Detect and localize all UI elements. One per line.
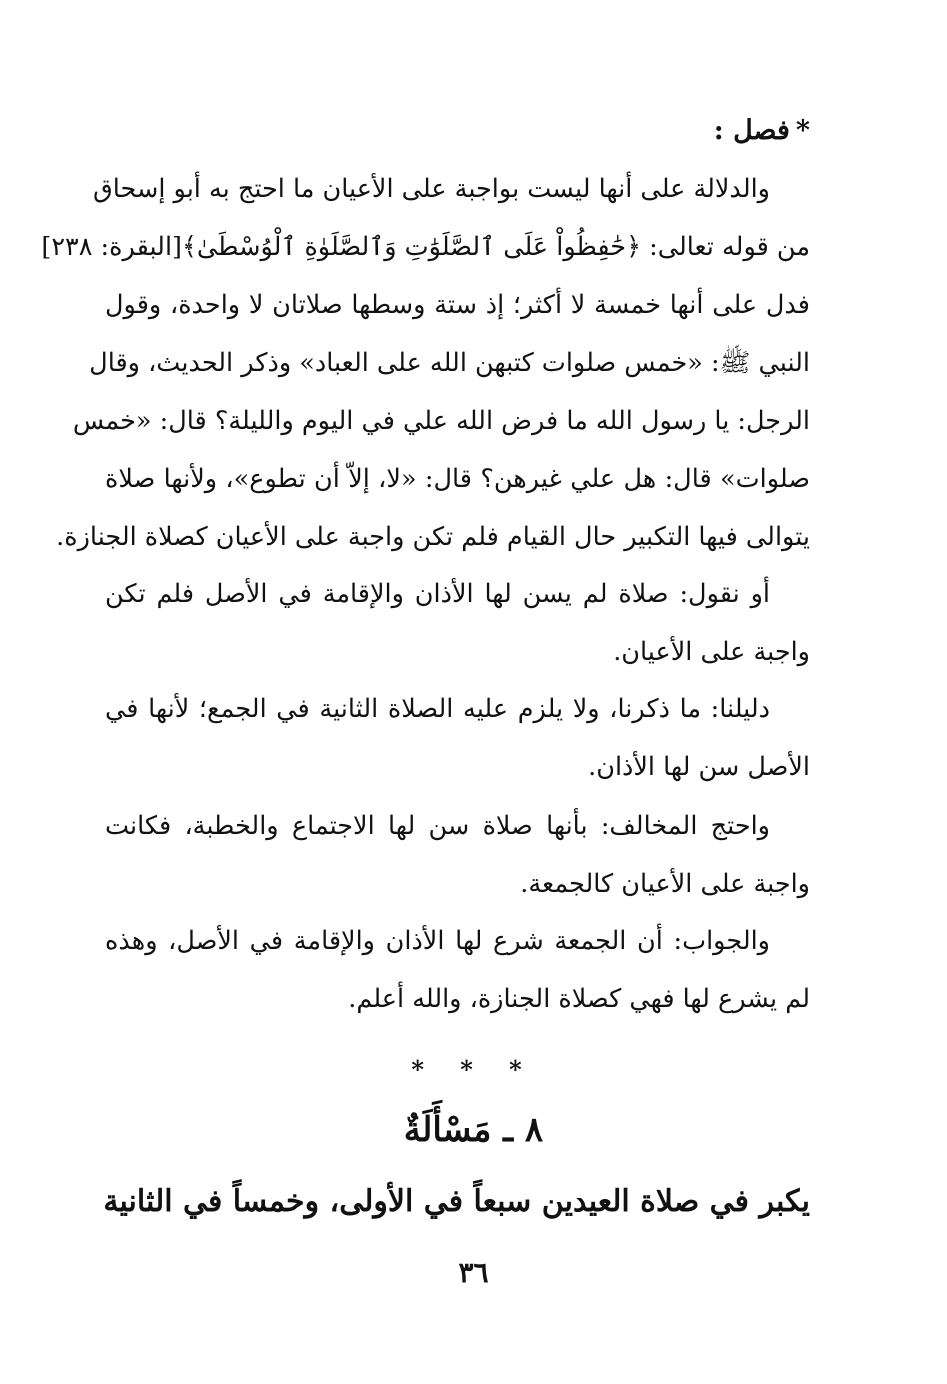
paragraph-line: النبي ﷺ: «خمس صلوات كتبهن الله على العباد» وذكر الحديث، وقال (89, 348, 810, 378)
section-heading (714, 102, 810, 160)
paragraph-line: يتوالى فيها التكبير حال القيام فلم تكن واجبة على الأعيان كصلاة الجنازة. (56, 522, 810, 552)
masala-title: ٨ ـ مَسْأَلَةٌ (403, 1110, 544, 1150)
paragraph-2 (105, 565, 810, 681)
paragraph-5 (105, 912, 810, 1028)
paragraph-line: واحتج المخالف: بأنها صلاة سن لها الاجتماع والخطبة، فكانت (105, 811, 770, 841)
section-separator: * * * (411, 1055, 536, 1084)
heading-star-icon: * (795, 115, 810, 146)
page-number: ٣٦ (458, 1256, 489, 1289)
paragraph-line: دليلنا: ما ذكرنا، ولا يلزم عليه الصلاة الثانية في الجمع؛ لأنها في (105, 694, 770, 724)
heading-label: فصل : (713, 115, 790, 146)
paragraph-line: واجبة على الأعيان. (613, 637, 810, 667)
paragraph-3 (105, 680, 810, 796)
paragraph-line: فدل على أنها خمسة لا أكثر؛ إذ ستة وسطها صلاتان لا واحدة، وقول (105, 290, 810, 320)
paragraph-line: الرجل: يا رسول الله ما فرض الله علي في اليوم والليلة؟ قال: «خمس (72, 406, 810, 436)
paragraph-line: أو نقول: صلاة لم يسن لها الأذان والإقامة في الأصل فلم تكن (105, 579, 770, 609)
paragraph-line: صلوات» قال: هل علي غيرهن؟ قال: «لا، إلاّ أن تطوع»، ولأنها صلاة (105, 464, 810, 494)
paragraph-line: والجواب: أن الجمعة شرع لها الأذان والإقامة في الأصل، وهذه (105, 926, 770, 956)
paragraph-line: لم يشرع لها فهي كصلاة الجنازة، والله أعلم. (348, 984, 810, 1014)
paragraph-1 (41, 160, 810, 566)
paragraph-line: والدلالة على أنها ليست بواجبة على الأعيان ما احتج به أبو إسحاق (92, 174, 770, 204)
paragraph-4 (105, 797, 810, 913)
paragraph-line: واجبة على الأعيان كالجمعة. (520, 869, 810, 899)
paragraph-line: الأصل سن لها الأذان. (588, 752, 810, 782)
paragraph-line-quran: من قوله تعالى: ﴿حَٰفِظُواْ عَلَى ٱلصَّلَوَٰتِ وَٱلصَّلَوٰةِ ٱلْوُسْطَىٰ﴾[البقرة: ٢٣٨] (41, 232, 810, 262)
ruling-text: يكبر في صلاة العيدين سبعاً في الأولى، وخمساً في الثانية (103, 1184, 810, 1219)
